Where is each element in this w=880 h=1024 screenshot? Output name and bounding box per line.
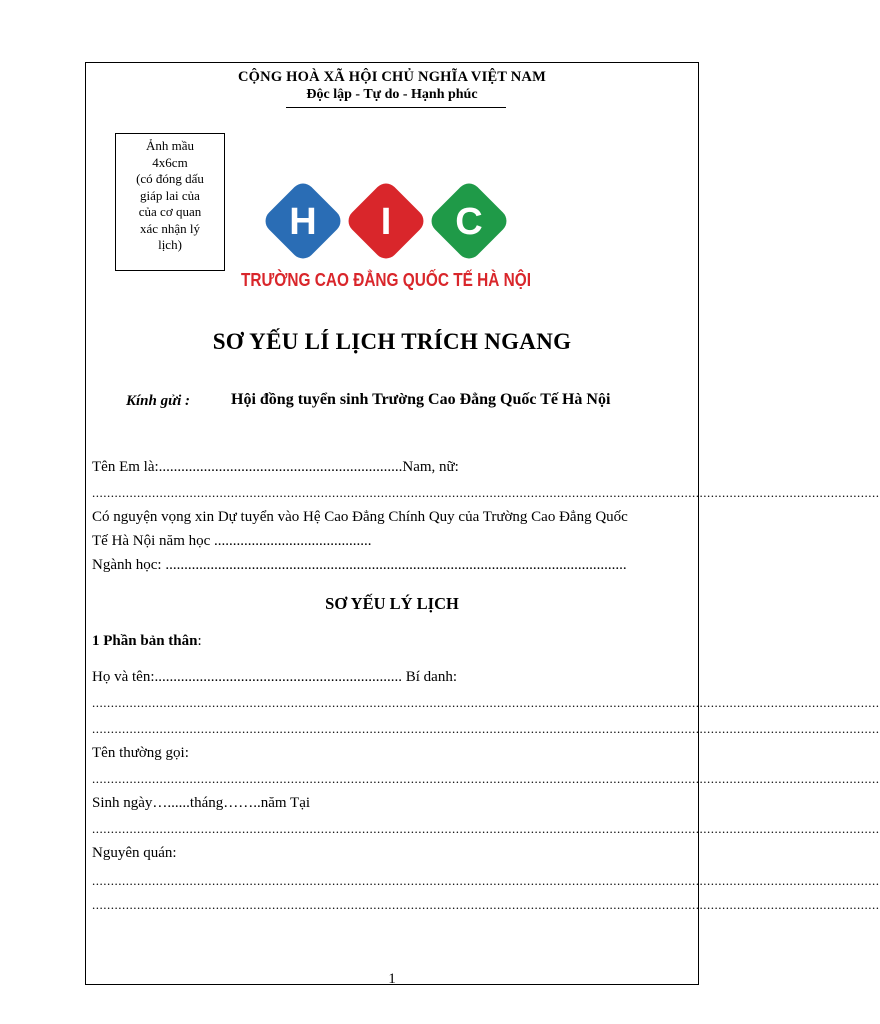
- logo-school-name: TRƯỜNG CAO ĐẲNG QUỐC TẾ HÀ NỘI: [241, 270, 581, 290]
- field-sinh-ngay: Sinh ngày…......tháng……..năm Tại: [92, 795, 311, 811]
- photo-placeholder-box: [115, 133, 225, 271]
- page-number: 1: [388, 971, 396, 987]
- dotted-fill-line: ..................................................................................................................................................................................................................: [92, 695, 880, 710]
- photo-text-line: (có đóng dấu: [136, 171, 204, 186]
- document-title: SƠ YẾU LÍ LỊCH TRÍCH NGANG: [212, 329, 572, 354]
- logo-letter-h: H: [289, 201, 317, 243]
- logo-letter-i: I: [380, 201, 392, 243]
- motto-underline: [286, 107, 506, 108]
- photo-text-line: lịch): [158, 237, 182, 252]
- dotted-fill-line: ..................................................................................................................................................................................................................: [92, 821, 880, 836]
- field-ten-thuong-goi: Tên thường gọi:: [92, 745, 189, 761]
- section-subtitle: SƠ YẾU LÝ LỊCH: [325, 594, 459, 613]
- nguyen-vong-line-2: Tế Hà Nội năm học ..........................................: [92, 533, 372, 549]
- dotted-fill-line: ..................................................................................................................................................................................................................: [92, 771, 880, 786]
- dotted-fill-line: ..................................................................................................................................................................................................................: [92, 873, 880, 888]
- photo-text-line: giáp lai của: [140, 187, 200, 203]
- national-title: CỘNG HOÀ XÃ HỘI CHỦ NGHĨA VIỆT NAM: [238, 69, 546, 85]
- salutation-label: Kính gửi :: [126, 393, 191, 409]
- document-page: [85, 62, 880, 987]
- nguyen-vong-line-1: Có nguyện vọng xin Dự tuyển vào Hệ Cao Đẳng Chính Quy của Trường Cao Đẳng Quốc: [92, 509, 628, 525]
- section-1-label: 1 Phần bản thân: [92, 633, 198, 649]
- photo-text-line: 4x6cm: [152, 154, 188, 170]
- dotted-fill-line: ..................................................................................................................................................................................................................: [92, 721, 880, 736]
- field-ho-va-ten: Họ và tên:.................................................................. Bí danh:: [92, 669, 457, 685]
- dotted-fill-line: ..................................................................................................................................................................................................................: [92, 485, 880, 500]
- dotted-fill-line: ..................................................................................................................................................................................................................: [92, 897, 880, 912]
- national-motto: Độc lập - Tự do - Hạnh phúc: [306, 87, 478, 102]
- section-1-heading: [92, 633, 202, 650]
- school-logo: [241, 173, 581, 293]
- section-1-colon: :: [197, 633, 202, 649]
- field-nganh-hoc: Ngành học: ...........................................................................................................................: [92, 557, 627, 573]
- photo-text-line: Ảnh mầu: [145, 138, 195, 153]
- photo-text-line: xác nhận lý: [140, 220, 200, 236]
- logo-letter-c: C: [455, 201, 483, 243]
- photo-text-line: của cơ quan: [138, 204, 202, 219]
- field-ten-em-la: Tên Em là:.................................................................Nam, nữ:: [92, 459, 459, 475]
- salutation-recipient: Hội đồng tuyển sinh Trường Cao Đẳng Quốc Tế Hà Nội: [231, 391, 611, 408]
- field-nguyen-quan: Nguyên quán:: [92, 845, 177, 861]
